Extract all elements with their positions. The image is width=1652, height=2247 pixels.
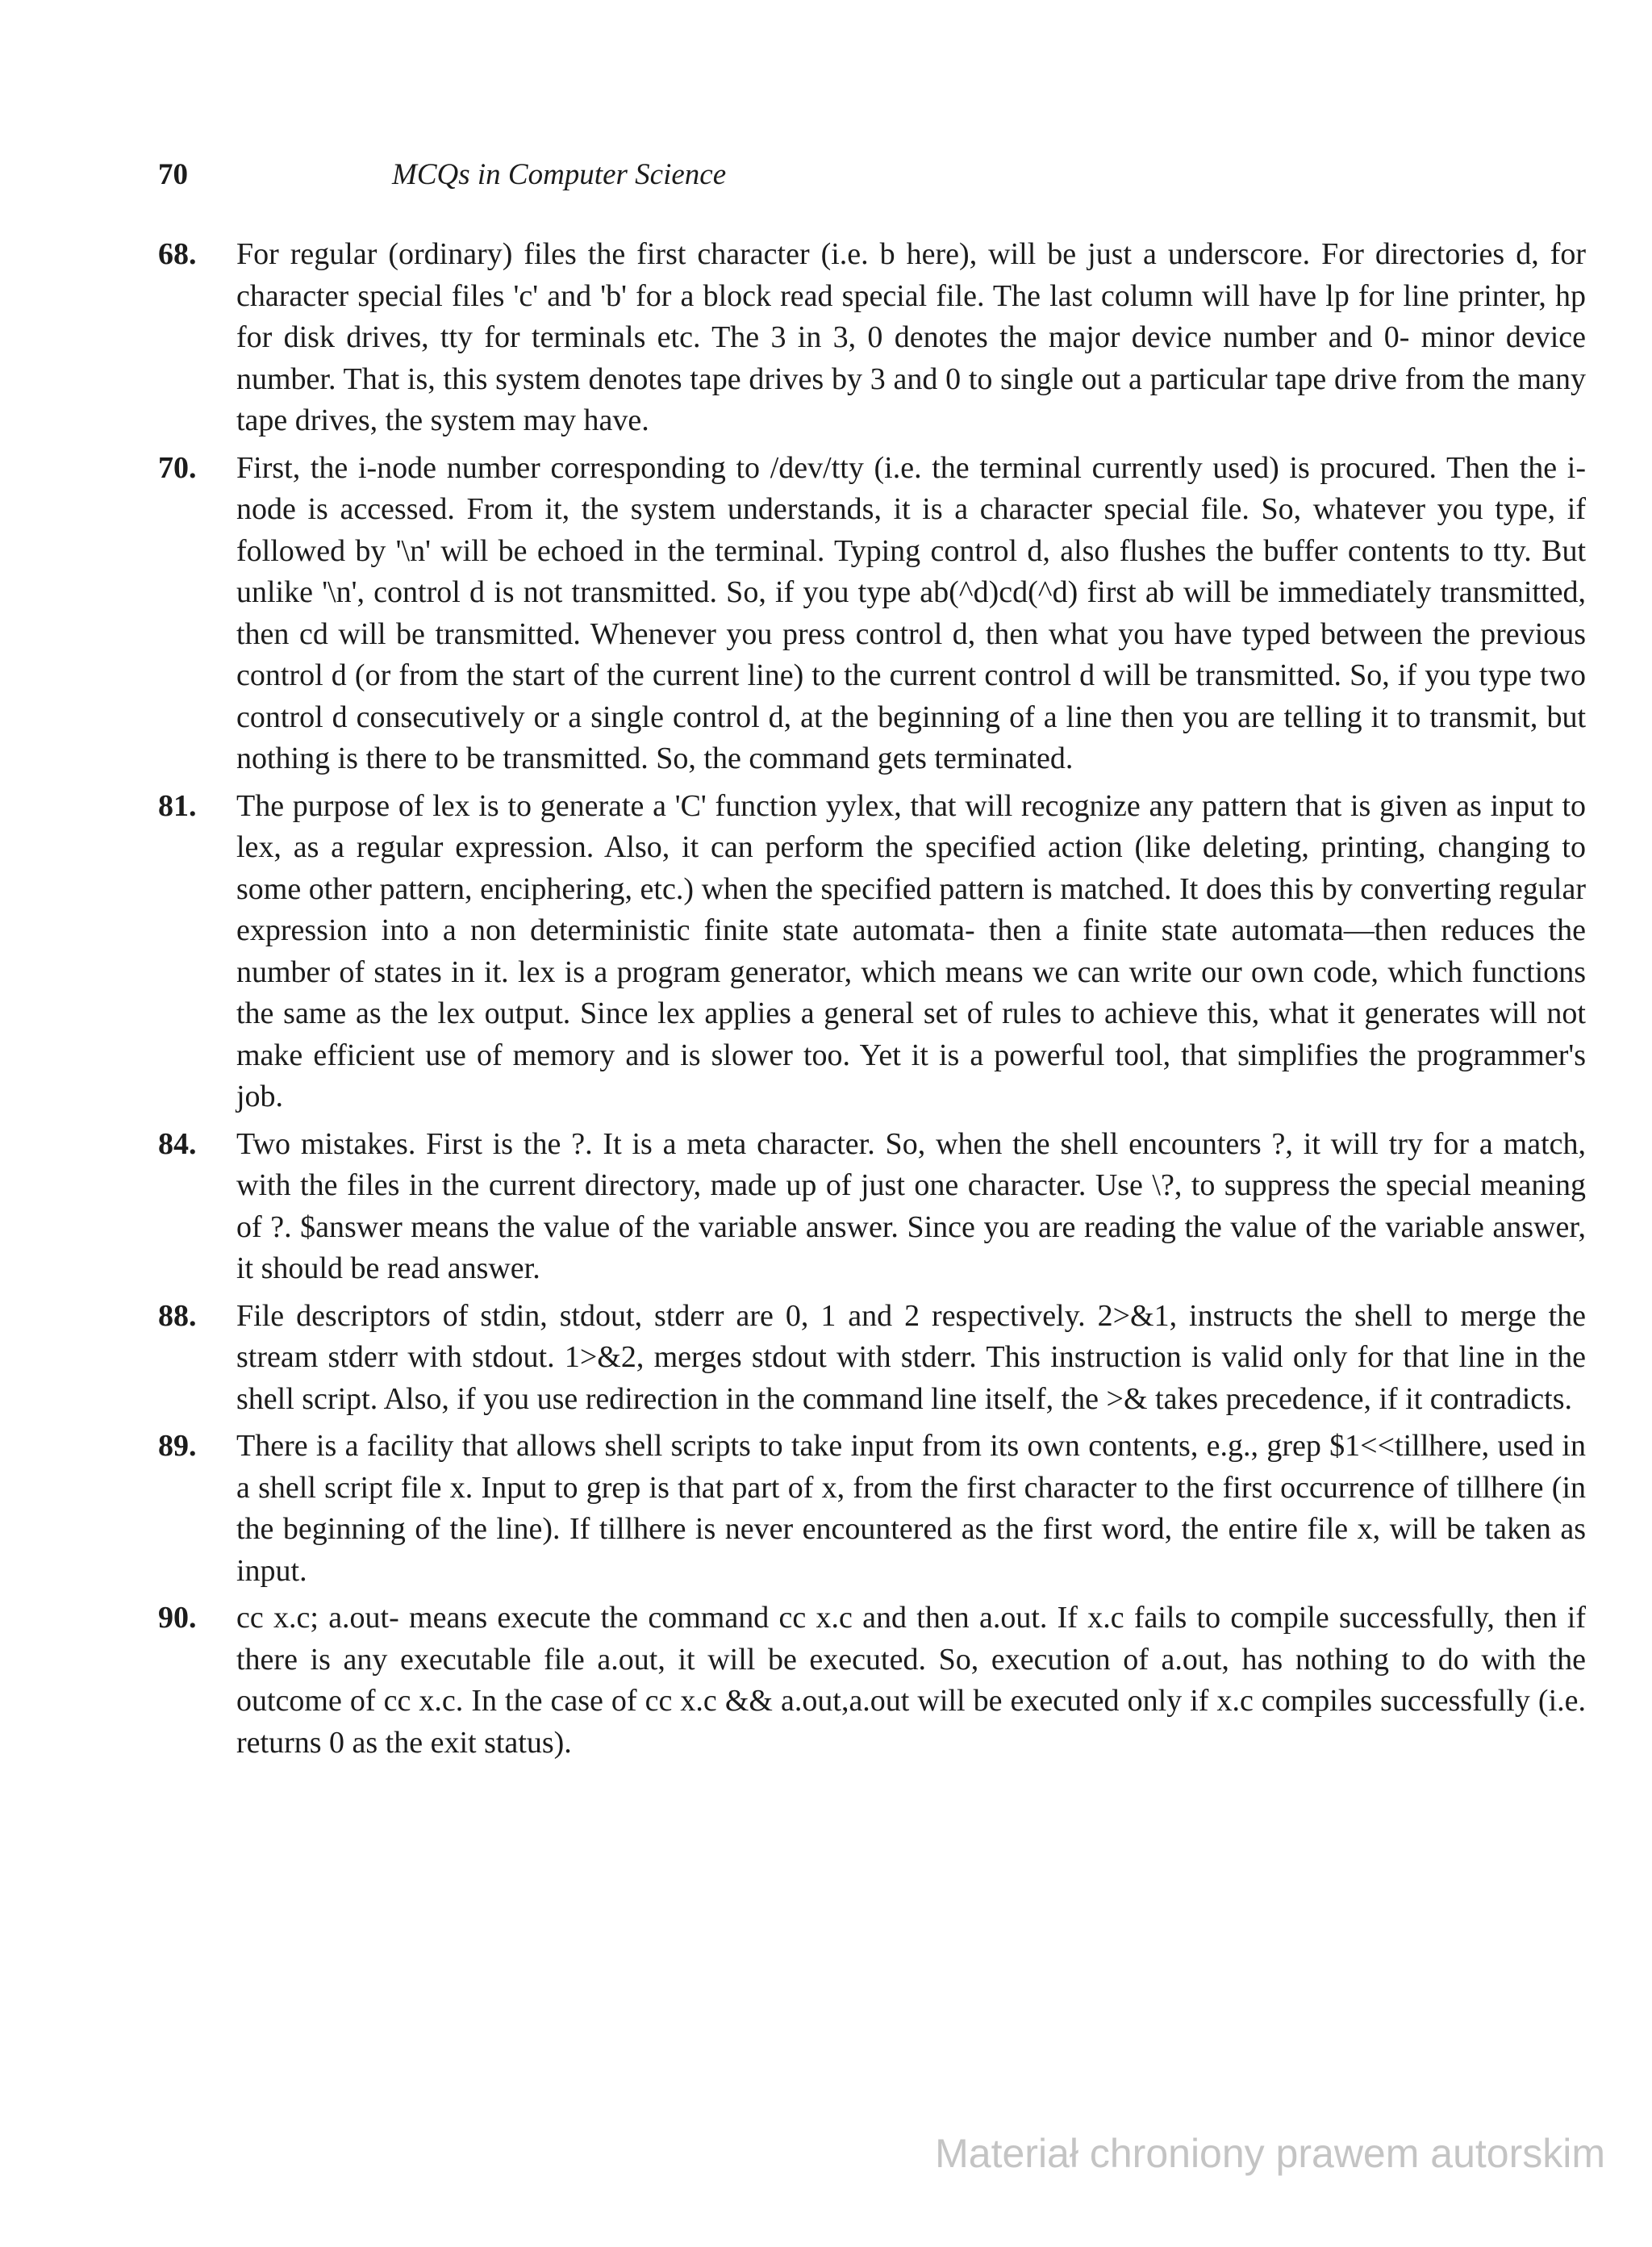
- answer-text: cc x.c; a.out- means execute the command cc x.c and then a.out. If x.c fails to compile successfully, then if there is any executable file a.out, it will be executed. So, execution of a.out, has nothing to do with the outcome of cc x.c. In the case of cc x.c && a.out,a.out will be executed only if x.c compiles successfully (i.e. returns 0 as the exit status).: [236, 1601, 1594, 1760]
- answer-number: 90.: [158, 1601, 197, 1635]
- answer-text: Two mistakes. First is the ?. It is a meta character. So, when the shell encounters ?, it will try for a match, with the files in the current directory, made up of just one character. Use \?, to suppress the special meaning of ?. $answer means the value of the variable answer. Since you are reading the value of the variable answer, it should be read answer.: [236, 1126, 1594, 1285]
- answer-89: [158, 1426, 1594, 1592]
- answer-84: [158, 1124, 1594, 1290]
- answer-number: 70.: [158, 450, 197, 485]
- running-title: MCQs in Computer Science: [392, 158, 727, 191]
- page-number: 70: [158, 158, 188, 191]
- page-header: [158, 157, 1610, 198]
- answer-number: 84.: [158, 1126, 197, 1161]
- answer-88: [158, 1296, 1594, 1421]
- answer-90: [158, 1598, 1594, 1764]
- answer-number: 81.: [158, 788, 197, 823]
- answer-81: [158, 786, 1594, 1118]
- answer-text: The purpose of lex is to generate a 'C' function yylex, that will recognize any pattern that is given as input to lex, as a regular expression. Also, it can perform the specified action (like deleting, printing, changing to some other pattern, enciphering, etc.) when the specified pattern is matched. It does this by converting regular expression into a non deterministic finite state automata- then a finite state automata—then reduces the number of states in it. lex is a program generator, which means we can write our own code, which functions the same as the lex output. Since lex applies a general set of rules to achieve this, what it generates will not make efficient use of memory and is slower too. Yet it is a powerful tool, that simplifies the programmer's job.: [236, 788, 1594, 1113]
- answer-70: [158, 448, 1594, 780]
- answer-68: [158, 234, 1594, 442]
- answer-text: File descriptors of stdin, stdout, stderr are 0, 1 and 2 respectively. 2>&1, instructs the shell to merge the stream stderr with stdout. 1>&2, merges stdout with stderr. This instruction is valid only for that line in the shell script. Also, if you use redirection in the command line itself, the >& takes precedence, if it contradicts.: [236, 1298, 1594, 1416]
- answer-text: First, the i-node number corresponding to /dev/tty (i.e. the terminal currently used) is procured. Then the i-node is accessed. From it, the system understands, it is a character special file. So, whatever you type, if followed by '\n' will be echoed in the terminal. Typing control d, also flushes the buffer contents to tty. But unlike '\n', control d is not transmitted. So, if you type ab(^d)cd(^d) first ab will be immediately transmitted, then cd will be transmitted. Whenever you press control d, then what you have typed between the previous control d (or from the start of the current line) to the current control d will be transmitted. So, if you type two control d consecutively or a single control d, at the beginning of a line then you are telling it to transmit, but nothing is there to be transmitted. So, the command gets terminated.: [236, 450, 1594, 775]
- answer-number: 89.: [158, 1429, 197, 1463]
- answer-number: 68.: [158, 237, 197, 271]
- answer-text: For regular (ordinary) files the first character (i.e. b here), will be just a underscore. For directories d, for character special files 'c' and 'b' for a block read special file. The last column will have lp for line printer, hp for disk drives, tty for terminals etc. The 3 in 3, 0 denotes the major device number and 0- minor device number. That is, this system denotes tape drives by 3 and 0 to single out a particular tape drive from the many tape drives, the system may have.: [236, 237, 1594, 437]
- copyright-watermark: Materiał chroniony prawem autorskim: [935, 2131, 1605, 2176]
- answer-text: There is a facility that allows shell scripts to take input from its own contents, e.g., grep $1<<tillhere, used in a shell script file x. Input to grep is that part of x, from the first character to the first occurrence of tillhere (in the beginning of the line). If tillhere is never encountered as the first word, the entire file x, will be taken as input.: [236, 1429, 1594, 1588]
- answer-number: 88.: [158, 1298, 197, 1333]
- answers-list: [158, 234, 1594, 1769]
